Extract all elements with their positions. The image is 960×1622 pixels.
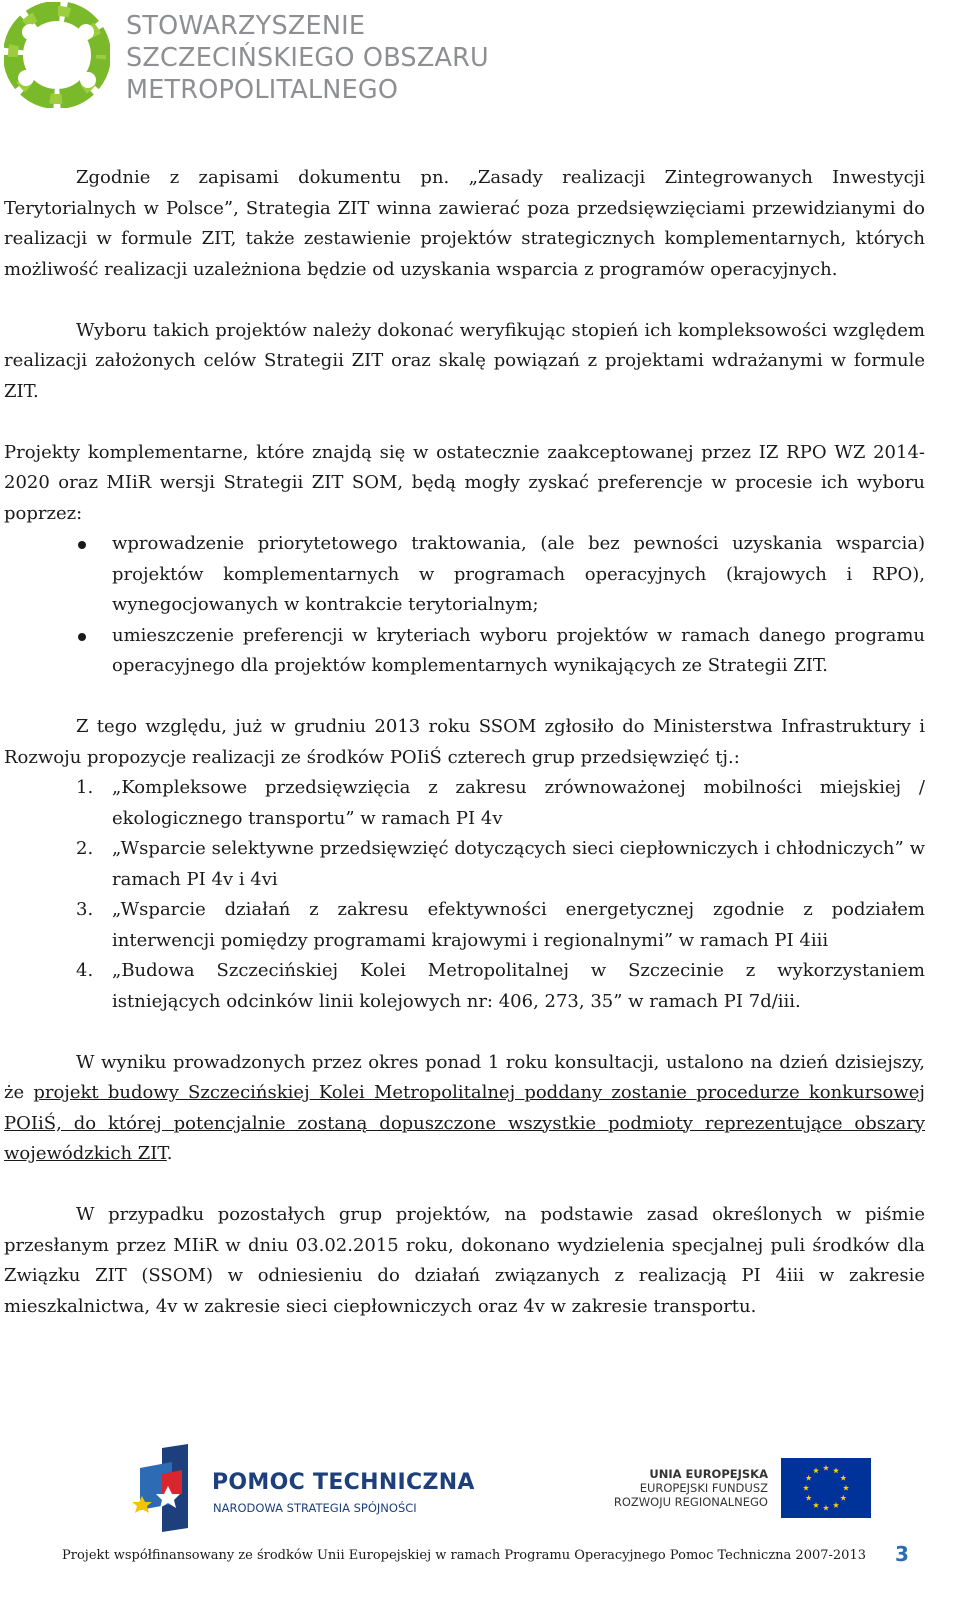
eu-line: ROZWOJU REGIONALNEGO: [613, 1495, 768, 1509]
paragraph: Projekty komplementarne, które znajdą się w ostatecznie zaakceptowanej przez IZ RPO WZ 2014-2020 oraz MIiR wersji Strategii ZIT SOM, będą mogły zyskać preferencje w procesie ich wyboru poprzez:: [4, 441, 925, 524]
page-header: [4, 2, 524, 112]
list-item: [4, 773, 925, 834]
organization-name: [126, 10, 489, 106]
list-item-text: umieszczenie preferencji w kryteriach wyboru projektów w ramach danego programu operacyjnego dla projektów komplementarnych wynikających ze Strategii ZIT.: [112, 624, 925, 676]
pt-subtitle: NARODOWA STRATEGIA SPÓJNOŚCI: [213, 1501, 417, 1515]
list-item-text: „Budowa Szczecińskiej Kolei Metropolitalnej w Szczecinie z wykorzystaniem istniejących odcinków linii kolejowych nr: 406, 273, 35” w ramach PI 7d/iii.: [112, 960, 925, 1012]
paragraph-text: .: [166, 1143, 173, 1164]
list-item-text: „Wsparcie selektywne przedsięwzięć dotyczących sieci ciepłowniczych i chłodniczych” w ramach PI 4v i 4vi: [112, 838, 925, 890]
list-item: [4, 834, 925, 895]
list-number: 1.: [76, 777, 94, 798]
eu-flag-icon: [781, 1458, 871, 1518]
list-item: [4, 956, 925, 1017]
document-body: [4, 163, 925, 1322]
eu-line: UNIA EUROPEJSKA: [649, 1467, 768, 1481]
paragraph: W przypadku pozostałych grup projektów, na podstawie zasad określonych w piśmie przesłanym przez MIiR w dniu 03.02.2015 roku, dokonano wydzielenia specjalnej puli środków dla Związku ZIT (SSOM) w odniesieniu do działań związanych z realizacją PI 4iii w zakresie mieszkalnictwa, 4v w zakresie sieci ciepłowniczych oraz 4v w zakresie transportu.: [4, 1204, 925, 1317]
list-item-text: wprowadzenie priorytetowego traktowania, (ale bez pewności uzyskania wsparcia) projektów komplementarnych w programach operacyjnych (krajowych i RPO), wynegocjowanych w kontrakcie terytorialnym;: [112, 533, 925, 615]
paragraph: Wyboru takich projektów należy dokonać weryfikując stopień ich kompleksowości względem realizacji założonych celów Strategii ZIT oraz skalę powiązań z projektami wdrażanymi w formule ZIT.: [4, 319, 925, 402]
paragraph-text: W wyniku prowadzonych przez okres ponad 1 roku konsultacji, ustalono na dzień dzisiejszy, że: [4, 1051, 925, 1103]
list-item: [4, 621, 925, 682]
paragraph: [4, 1048, 925, 1170]
eu-line: EUROPEJSKI FUNDUSZ: [639, 1481, 768, 1495]
org-name-line: METROPOLITALNEGO: [126, 75, 399, 105]
org-name-line: STOWARZYSZENIE: [126, 11, 366, 41]
bullet-icon: [78, 541, 86, 549]
bullet-icon: [78, 633, 86, 641]
org-name-line: SZCZECIŃSKIEGO OBSZARU: [126, 43, 489, 73]
list-item: [4, 529, 925, 621]
list-item-text: „Wsparcie działań z zakresu efektywności energetycznej zgodnie z podziałem interwencji pomiędzy programami krajowymi i regionalnymi” w ramach PI 4iii: [112, 899, 925, 951]
pomoc-techniczna-logo-icon: [132, 1444, 194, 1534]
paragraph: Zgodnie z zapisami dokumentu pn. „Zasady realizacji Zintegrowanych Inwestycji Terytorialnych w Polsce”, Strategia ZIT winna zawierać poza przedsięwzięciami przewidzianymi do realizacji w formule ZIT, także zestawienie projektów strategicznych komplementarnych, których możliwość realizacji uzależniona będzie od uzyskania wsparcia z programów operacyjnych.: [4, 167, 925, 280]
list-item: [4, 895, 925, 956]
list-number: 3.: [76, 899, 94, 920]
numbered-list: [4, 773, 925, 1017]
pt-title: POMOC TECHNICZNA: [212, 1470, 475, 1495]
bullet-list: [4, 529, 925, 682]
page-footer: [0, 1440, 960, 1622]
list-number: 2.: [76, 838, 94, 859]
eu-fund-label: [560, 1467, 768, 1509]
underlined-text: projekt budowy Szczecińskiej Kolei Metropolitalnej poddany zostanie procedurze konkursowej POIiŚ, do której potencjalnie zostaną dopuszczone wszystkie podmioty reprezentujące obszary wojewódzkich ZIT: [4, 1082, 925, 1164]
page-number: 3: [895, 1542, 909, 1566]
paragraph: Z tego względu, już w grudniu 2013 roku SSOM zgłosiło do Ministerstwa Infrastruktury i Rozwoju propozycje realizacji ze środków POIiŚ czterech grup przedsięwzięć tj.:: [4, 716, 925, 768]
list-item-text: „Kompleksowe przedsięwzięcia z zakresu zrównoważonej mobilności miejskiej / ekologicznego transportu” w ramach PI 4v: [112, 777, 925, 829]
cofinancing-footnote: Projekt współfinansowany ze środków Unii Europejskiej w ramach Programu Operacyjnego Pomoc Techniczna 2007-2013: [62, 1548, 866, 1563]
ssom-logo-icon: [4, 2, 110, 108]
list-number: 4.: [76, 960, 94, 981]
